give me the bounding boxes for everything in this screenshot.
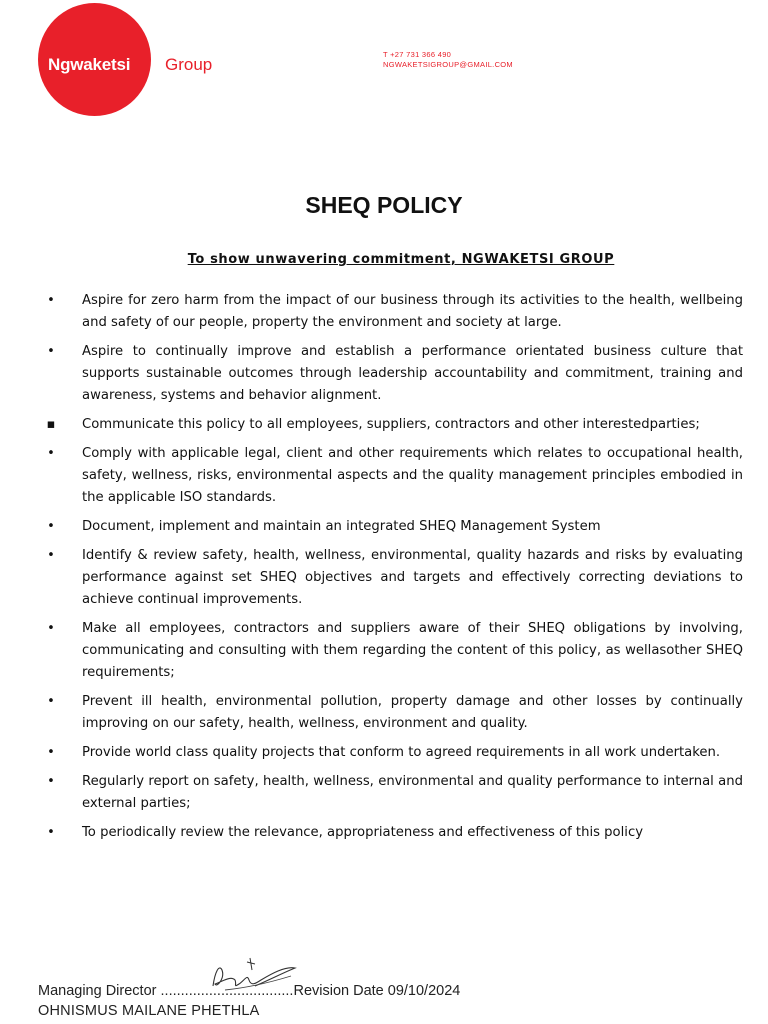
policy-item-text: Make all employees, contractors and suppliers aware of their SHEQ obligations by involving, communicating and consulting with them regarding the content of this policy, as wellasother SHEQ requirements; <box>82 621 743 680</box>
signatory-name: OHNISMUS MAILANE PHETHLA <box>38 1003 260 1019</box>
bullet-icon: • <box>47 621 55 636</box>
policy-item-text: Comply with applicable legal, client and other requirements which relates to occupational health, safety, wellness, risks, environmental aspects and the quality management principles embodied in the applicable ISO standards. <box>82 446 743 505</box>
policy-item-text: Prevent ill health, environmental pollution, property damage and other losses by continually improving on our safety, health, wellness, environment and quality. <box>82 694 743 731</box>
policy-item <box>46 618 743 684</box>
policy-item <box>46 290 743 334</box>
policy-item-text: To periodically review the relevance, appropriateness and effectiveness of this policy <box>82 825 644 840</box>
bullet-icon: • <box>47 694 55 709</box>
phone-number: T +27 731 366 490 <box>383 50 452 59</box>
policy-item <box>46 691 743 735</box>
role-label: Managing Director <box>38 983 157 999</box>
bullet-icon: • <box>47 344 55 359</box>
policy-item-text: Provide world class quality projects that conform to agreed requirements in all work undertaken. <box>82 745 721 760</box>
logo-name: Ngwaketsi <box>48 55 131 74</box>
policy-item <box>46 341 743 407</box>
policy-item <box>46 545 743 611</box>
policy-item-text: Aspire to continually improve and establish a performance orientated business culture that supports sustainable outcomes through leadership accountability and commitment, training and awareness, systems and behavior alignment. <box>82 344 743 403</box>
page-title: SHEQ POLICY <box>305 192 463 218</box>
bullet-icon: • <box>47 519 55 534</box>
bullet-icon: • <box>47 548 55 563</box>
policy-item <box>46 443 743 509</box>
dots-left: .................. <box>160 983 234 999</box>
bullet-icon: • <box>47 774 55 789</box>
policy-item-text: Document, implement and maintain an integrated SHEQ Management System <box>82 519 601 534</box>
bullet-icon: • <box>47 446 55 461</box>
revision-date: Revision Date 09/10/2024 <box>293 983 461 999</box>
policy-list <box>46 290 743 851</box>
page-subtitle: To show unwavering commitment, NGWAKETSI GROUP <box>187 252 615 267</box>
policy-item-text: Communicate this policy to all employees, suppliers, contractors and other interestedparties; <box>82 417 700 432</box>
contact-info <box>383 50 513 70</box>
policy-item-text: Regularly report on safety, health, wellness, environmental and quality performance to internal and external parties; <box>82 774 743 811</box>
bullet-icon: • <box>47 825 55 840</box>
dots-right: ............... <box>233 983 294 999</box>
policy-item <box>46 516 743 538</box>
logo-group-text: Group <box>165 55 213 74</box>
policy-item <box>46 822 743 844</box>
policy-item-text: Identify & review safety, health, wellness, environmental, quality hazards and risks by evaluating performance against set SHEQ objectives and targets and effectively correcting deviations to achieve continual improvements. <box>82 548 743 607</box>
bullet-icon: • <box>47 293 55 308</box>
email-address: NGWAKETSIGROUP@GMAIL.COM <box>383 60 513 69</box>
policy-item <box>46 771 743 815</box>
footer-signature-line <box>38 983 460 999</box>
policy-item <box>46 742 743 764</box>
bullet-icon: • <box>47 745 55 760</box>
square-bullet-icon: ▪ <box>46 417 56 432</box>
policy-item <box>46 414 743 436</box>
policy-item-text: Aspire for zero harm from the impact of our business through its activities to the health, wellbeing and safety of our people, property the environment and society at large. <box>82 293 743 330</box>
